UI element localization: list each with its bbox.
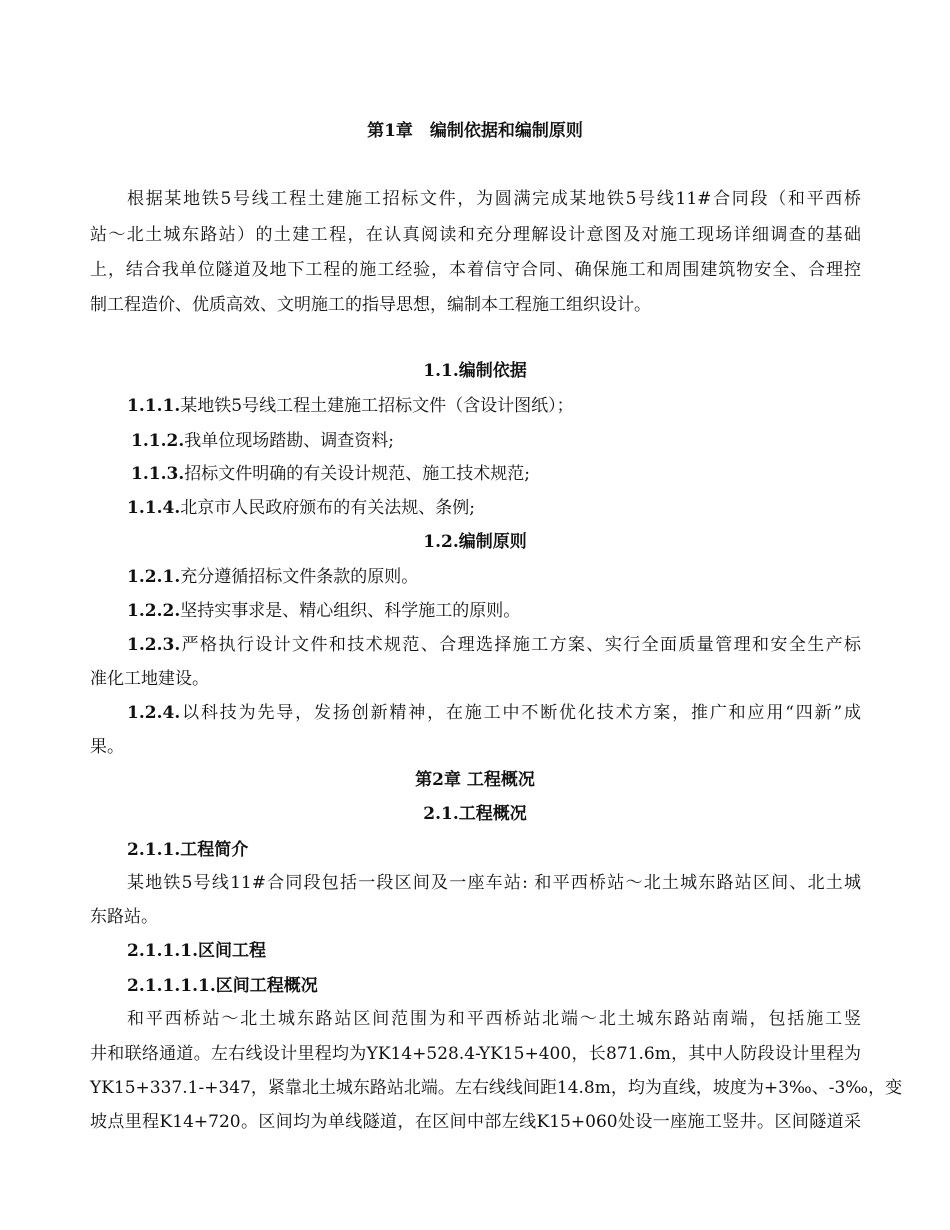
intro-line-2: 站～北土城东路站）的土建工程，在认真阅读和充分理解设计意图及对施工现场详细调查的基础 (90, 225, 861, 245)
item-text: 严格执行设计文件和技术规范、合理选择施工方案、实行全面质量管理和安全生产标 (180, 635, 861, 655)
item-number: 1.1.1. (127, 396, 181, 416)
list-item-continuation: 果。 (90, 737, 124, 757)
paragraph-line: 坡点里程K14+720。区间均为单线隧道，在区间中部左线K15+060处设一座施工竖井。区间隧道采 (90, 1112, 861, 1132)
paragraph-line: 某地铁5号线11#合同段包括一段区间及一座车站: 和平西桥站～北土城东路站区间、北土城 (127, 873, 861, 893)
subsection-2-1-1-1-title: 2.1.1.1.区间工程 (127, 941, 266, 961)
item-number: 1.1.3. (131, 464, 185, 484)
item-number: 1.2.2. (127, 601, 181, 621)
intro-line-3: 上，结合我单位隧道及地下工程的施工经验，本着信守合同、确保施工和周围建筑物安全、合理控 (90, 260, 861, 280)
list-item (127, 395, 574, 417)
list-item (127, 634, 861, 656)
list-item (127, 497, 475, 519)
paragraph-line: YK15+337.1-+347，紧靠北土城东路站北端。左右线线间距14.8m，均为直线，坡度为+3‰、-3‰，变 (90, 1078, 903, 1098)
paragraph-line: 东路站。 (90, 907, 158, 927)
section-2-1-title: 2.1.工程概况 (423, 804, 527, 824)
list-item (127, 702, 861, 724)
item-number: 1.2.1. (127, 567, 181, 587)
list-item-continuation: 准化工地建设。 (90, 669, 209, 689)
chapter-2-title: 第2章 工程概况 (415, 770, 535, 790)
item-text: 我单位现场踏勘、调查资料; (184, 431, 394, 451)
item-number: 1.2.3. (127, 635, 181, 655)
item-number: 1.1.4. (127, 498, 181, 518)
chapter-1-title: 第1章 编制依据和编制原则 (367, 121, 583, 141)
intro-line-1: 根据某地铁5号线工程土建施工招标文件，为圆满完成某地铁5号线11#合同段（和平西桥 (127, 189, 861, 209)
item-text: 北京市人民政府颁布的有关法规、条例; (180, 498, 475, 518)
item-number: 1.1.2. (131, 431, 185, 451)
item-text: 充分遵循招标文件条款的原则。 (180, 567, 419, 587)
subsection-2-1-1-title: 2.1.1.工程简介 (127, 840, 249, 860)
paragraph-line: 井和联络通道。左右线设计里程均为YK14+528.4-YK15+400，长871.6m，其中人防段设计里程为 (90, 1044, 861, 1064)
intro-line-4: 制工程造价、优质高效、文明施工的指导思想，编制本工程施工组织设计。 (90, 295, 651, 315)
item-text: 以科技为先导，发扬创新精神，在施工中不断优化技术方案，推广和应用“四新”成 (180, 703, 861, 723)
section-1-2-title: 1.2.编制原则 (423, 532, 527, 552)
list-item (127, 600, 520, 622)
list-item (131, 463, 530, 485)
item-number: 1.2.4. (127, 703, 181, 723)
list-item (131, 430, 394, 452)
item-text: 招标文件明确的有关设计规范、施工技术规范; (184, 464, 530, 484)
subsection-2-1-1-1-1-title: 2.1.1.1.1.区间工程概况 (127, 976, 318, 996)
paragraph-line: 和平西桥站～北土城东路站区间范围为和平西桥站北端～北土城东路站南端，包括施工竖 (127, 1009, 861, 1029)
section-1-1-title: 1.1.编制依据 (423, 361, 527, 381)
item-text: 坚持实事求是、精心组织、科学施工的原则。 (180, 601, 521, 621)
item-text: 某地铁5号线工程土建施工招标文件（含设计图纸）； (180, 396, 574, 416)
list-item (127, 566, 418, 588)
